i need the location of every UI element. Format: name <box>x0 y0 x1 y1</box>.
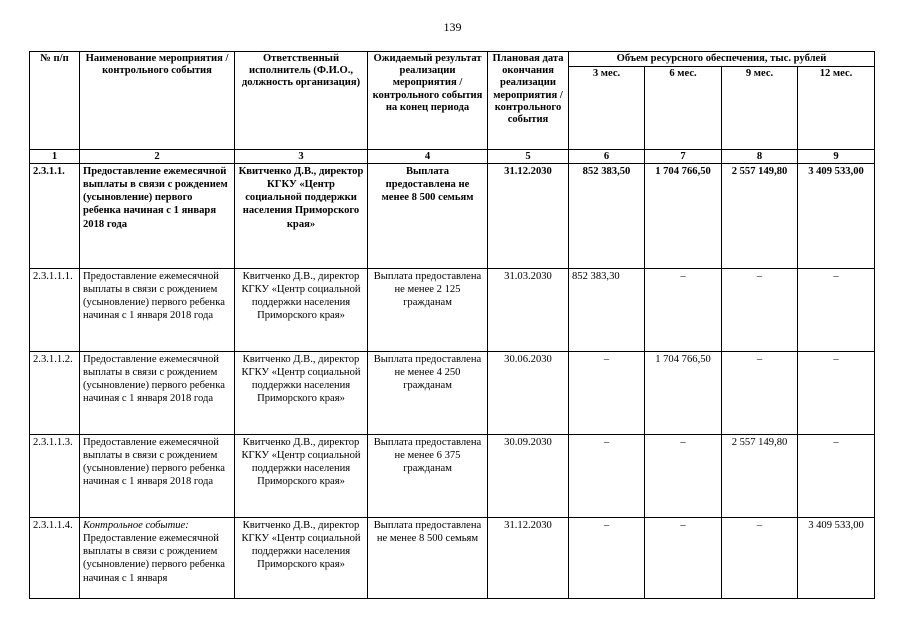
column-number: 4 <box>368 150 488 164</box>
row-executor: Квитченко Д.В., директор КГКУ «Центр социальной поддержки населения Приморского края» <box>235 518 368 599</box>
column-number: 8 <box>722 150 798 164</box>
column-number: 3 <box>235 150 368 164</box>
row-executor: Квитченко Д.В., директор КГКУ «Центр социальной поддержки населения Приморского края» <box>235 269 368 352</box>
column-numbers-row <box>30 150 875 164</box>
row-3-months: – <box>569 435 645 518</box>
column-number: 2 <box>80 150 235 164</box>
row-result: Выплата предоставлена не менее 2 125 гражданам <box>368 269 488 352</box>
row-date: 31.12.2030 <box>488 518 569 599</box>
column-number: 5 <box>488 150 569 164</box>
row-3-months: 852 383,50 <box>569 164 645 269</box>
header-3-months: 3 мес. <box>569 67 645 150</box>
row-date: 31.03.2030 <box>488 269 569 352</box>
row-12-months: – <box>798 269 875 352</box>
row-9-months: – <box>722 518 798 599</box>
column-number: 7 <box>645 150 722 164</box>
header-name: Наименование мероприятия / контрольного события <box>80 52 235 150</box>
row-number: 2.3.1.1.4. <box>30 518 80 599</box>
row-result: Выплата предоставлена не менее 8 500 семьям <box>368 164 488 269</box>
header-volume: Объем ресурсного обеспечения, тыс. рублей <box>569 52 875 67</box>
row-3-months: 852 383,30 <box>569 269 645 352</box>
row-6-months: 1 704 766,50 <box>645 352 722 435</box>
row-result: Выплата предоставлена не менее 4 250 гражданам <box>368 352 488 435</box>
header-executor: Ответственный исполнитель (Ф.И.О., должность организация) <box>235 52 368 150</box>
row-name: Предоставление ежемесячной выплаты в связи с рождением (усыновление) первого ребенка начиная с 1 января 2018 года <box>80 164 235 269</box>
row-12-months: – <box>798 352 875 435</box>
row-result: Выплата предоставлена не менее 6 375 гражданам <box>368 435 488 518</box>
row-number: 2.3.1.1. <box>30 164 80 269</box>
row-12-months: 3 409 533,00 <box>798 164 875 269</box>
row-6-months: 1 704 766,50 <box>645 164 722 269</box>
page-number: 139 <box>443 20 462 34</box>
header-12-months: 12 мес. <box>798 67 875 150</box>
row-date: 30.09.2030 <box>488 435 569 518</box>
row-name-text: Предоставление ежемесячной выплаты в связи с рождением (усыновление) первого ребенка начиная с 1 января <box>83 533 225 584</box>
control-event-label: Контрольное событие: <box>83 520 189 532</box>
row-date: 31.12.2030 <box>488 164 569 269</box>
column-number: 9 <box>798 150 875 164</box>
table-row <box>30 518 875 599</box>
row-name: Предоставление ежемесячной выплаты в связи с рождением (усыновление) первого ребенка начиная с 1 января 2018 года <box>80 435 235 518</box>
row-result: Выплата предоставлена не менее 8 500 семьям <box>368 518 488 599</box>
header-9-months: 9 мес. <box>722 67 798 150</box>
row-name: Предоставление ежемесячной выплаты в связи с рождением (усыновление) первого ребенка начиная с 1 января 2018 года <box>80 352 235 435</box>
column-number: 6 <box>569 150 645 164</box>
table-row <box>30 352 875 435</box>
header-6-months: 6 мес. <box>645 67 722 150</box>
row-6-months: – <box>645 269 722 352</box>
measures-table <box>29 51 875 599</box>
row-9-months: – <box>722 269 798 352</box>
header-date: Плановая дата окончания реализации мероприятия / контрольного события <box>488 52 569 150</box>
header-num: № п/п <box>30 52 80 150</box>
row-executor: Квитченко Д.В., директор КГКУ «Центр социальной поддержки населения Приморского края» <box>235 352 368 435</box>
row-executor: Квитченко Д.В., директор КГКУ «Центр социальной поддержки населения Приморского края» <box>235 435 368 518</box>
table-row <box>30 164 875 269</box>
row-3-months: – <box>569 518 645 599</box>
row-number: 2.3.1.1.3. <box>30 435 80 518</box>
table-row <box>30 435 875 518</box>
row-9-months: 2 557 149,80 <box>722 435 798 518</box>
row-number: 2.3.1.1.1. <box>30 269 80 352</box>
column-number: 1 <box>30 150 80 164</box>
row-executor: Квитченко Д.В., директор КГКУ «Центр социальной поддержки населения Приморского края» <box>235 164 368 269</box>
row-6-months: – <box>645 435 722 518</box>
header-result: Ожидаемый результат реализации мероприятия / контрольного события на конец периода <box>368 52 488 150</box>
row-3-months: – <box>569 352 645 435</box>
row-name <box>80 518 235 599</box>
table-header <box>30 52 875 164</box>
table-row <box>30 269 875 352</box>
row-name: Предоставление ежемесячной выплаты в связи с рождением (усыновление) первого ребенка начиная с 1 января 2018 года <box>80 269 235 352</box>
row-12-months: 3 409 533,00 <box>798 518 875 599</box>
row-number: 2.3.1.1.2. <box>30 352 80 435</box>
row-6-months: – <box>645 518 722 599</box>
row-date: 30.06.2030 <box>488 352 569 435</box>
row-12-months: – <box>798 435 875 518</box>
row-9-months: – <box>722 352 798 435</box>
row-9-months: 2 557 149,80 <box>722 164 798 269</box>
